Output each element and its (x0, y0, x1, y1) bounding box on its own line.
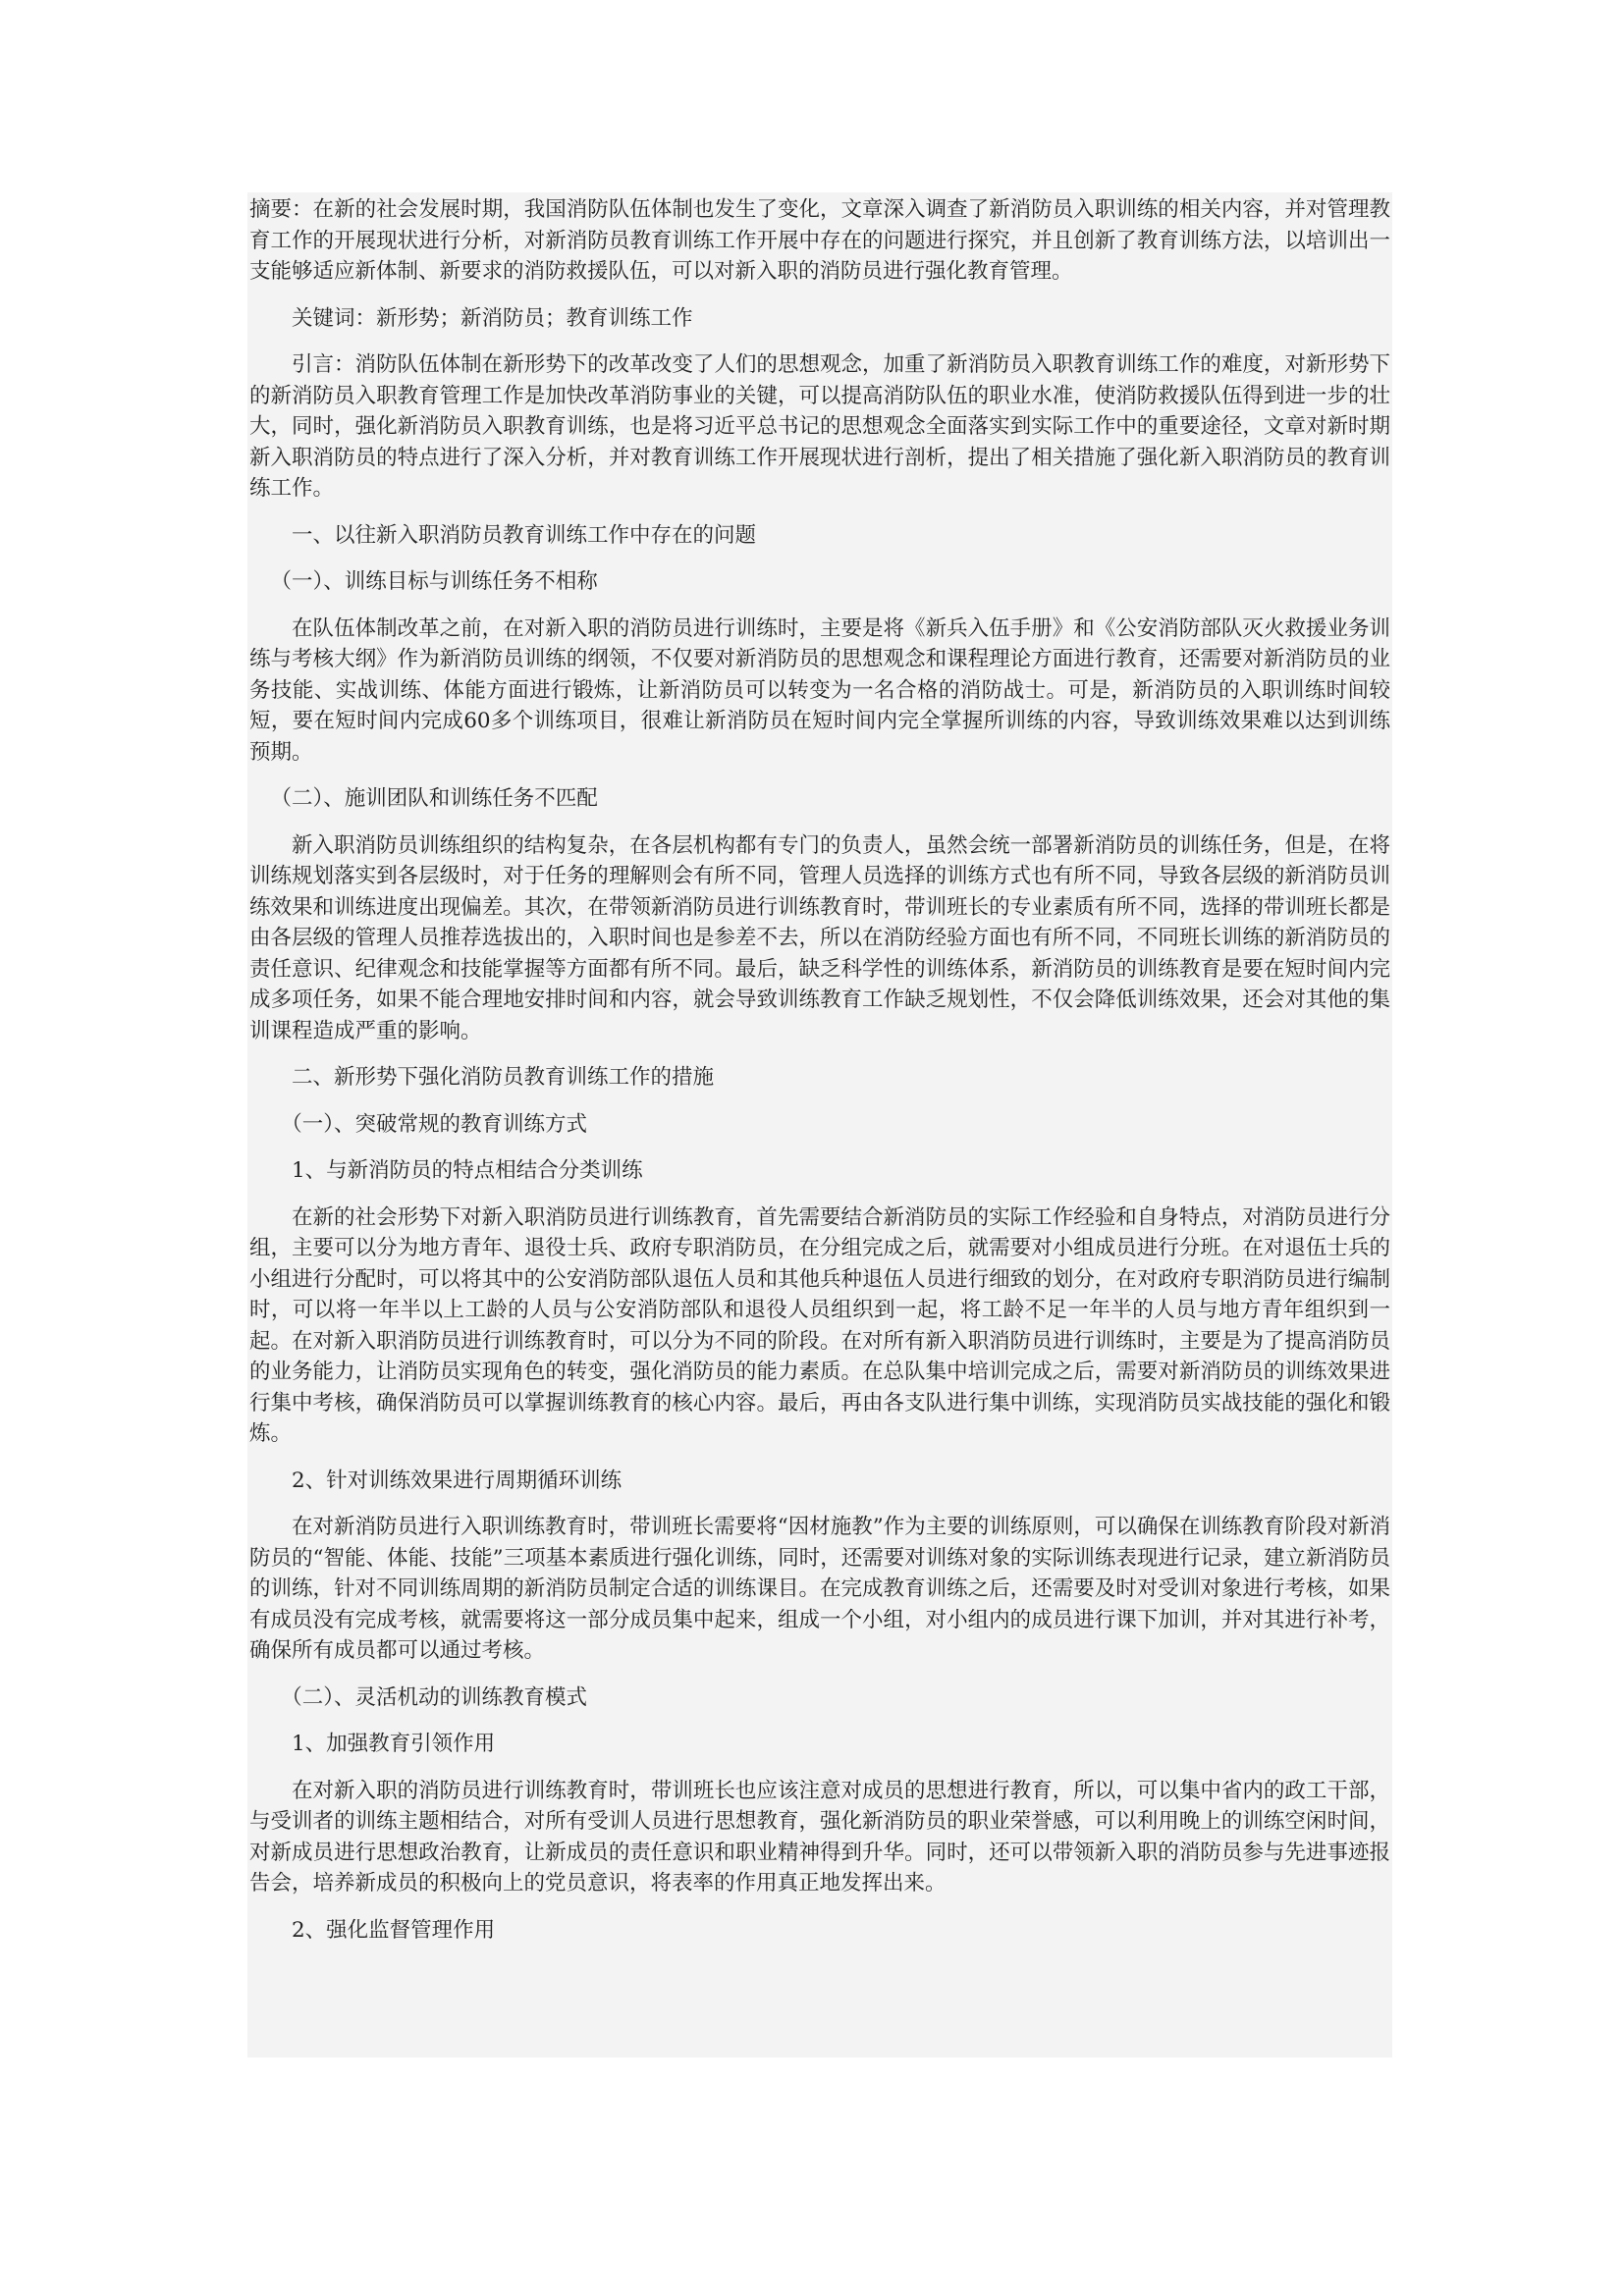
section-1-1-body: 在队伍体制改革之前，在对新入职的消防员进行训练时，主要是将《新兵入伍手册》和《公安消防部队灭火救援业务训练与考核大纲》作为新消防员训练的纲领，不仅要对新消防员的思想观念和课程理论方面进行教育，还需要对新消防员的业务技能、实战训练、体能方面进行锻炼，让新消防员可以转变为一名合格的消防战士。可是，新消防员的入职训练时间较短，要在短时间内完成60多个训练项目，很难让新消防员在短时间内完全掌握所训练的内容，导致训练效果难以达到训练预期。 (249, 615, 1390, 765)
section-2-2-heading: （二）、灵活机动的训练教育模式 (281, 1684, 588, 1710)
section-2-heading: 二、新形势下强化消防员教育训练工作的措施 (292, 1065, 715, 1090)
section-2-1-heading: （一）、突破常规的教育训练方式 (281, 1111, 588, 1137)
section-2-1-1-body: 在新的社会形势下对新入职消防员进行训练教育，首先需要结合新消防员的实际工作经验和自身特点，对消防员进行分组，主要可以分为地方青年、退役士兵、政府专职消防员，在分组完成之后，就需要对小组成员进行分班。在对退伍士兵的小组进行分配时，可以将其中的公安消防部队退伍人员和其他兵种退伍人员进行细致的划分，在对政府专职消防员进行编制时，可以将一年半以上工龄的人员与公安消防部队和退役人员组织到一起，将工龄不足一年半的人员与地方青年组织到一起。在对新入职消防员进行训练教育时，可以分为不同的阶段。在对所有新入职消防员进行训练时，主要是为了提高消防员的业务能力，让消防员实现角色的转变，强化消防员的能力素质。在总队集中培训完成之后，需要对新消防员的训练效果进行集中考核，确保消防员可以掌握训练教育的核心内容。最后，再由各支队进行集中训练，实现消防员实战技能的强化和锻炼。 (249, 1204, 1390, 1446)
section-1-heading: 一、以往新入职消防员教育训练工作中存在的问题 (292, 522, 757, 548)
section-2-2-2-heading: 2、强化监督管理作用 (292, 1917, 496, 1943)
section-2-1-2-heading: 2、针对训练效果进行周期循环训练 (292, 1468, 623, 1493)
document-body (247, 192, 1392, 2057)
section-2-1-1-heading: 1、与新消防员的特点相结合分类训练 (292, 1158, 643, 1183)
section-2-2-1-heading: 1、加强教育引领作用 (292, 1732, 496, 1756)
introduction-paragraph: 引言：消防队伍体制在新形势下的改革改变了人们的思想观念，加重了新消防员入职教育训练工作的难度，对新形势下的新消防员入职教育管理工作是加快改革消防事业的关键，可以提高消防队伍的职业水准，使消防救援队伍得到进一步的壮大，同时，强化新消防员入职教育训练，也是将习近平总书记的思想观念全面落实到实际工作中的重要途径，文章对新时期新入职消防员的特点进行了深入分析，并对教育训练工作开展现状进行剖析，提出了相关措施了强化新入职消防员的教育训练工作。 (249, 352, 1390, 501)
section-2-2-1-body: 在对新入职的消防员进行训练教育时，带训班长也应该注意对成员的思想进行教育，所以，可以集中省内的政工干部，与受训者的训练主题相结合，对所有受训人员进行思想教育，强化新消防员的职业荣誉感，可以利用晚上的训练空闲时间，对新成员进行思想政治教育，让新成员的责任意识和职业精神得到升华。同时，还可以带领新入职的消防员参与先进事迹报告会，培养新成员的积极向上的党员意识，将表率的作用真正地发挥出来。 (249, 1778, 1390, 1896)
section-1-1-heading: （一）、训练目标与训练任务不相称 (270, 569, 598, 594)
abstract-paragraph: 摘要：在新的社会发展时期，我国消防队伍体制也发生了变化，文章深入调查了新消防员入职训练的相关内容，并对管理教育工作的开展现状进行分析，对新消防员教育训练工作开展中存在的问题进行探究，并且创新了教育训练方法，以培训出一支能够适应新体制、新要求的消防救援队伍，可以对新入职的消防员进行强化教育管理。 (249, 197, 1390, 284)
section-1-2-body: 新入职消防员训练组织的结构复杂，在各层机构都有专门的负责人，虽然会统一部署新消防员的训练任务，但是，在将训练规划落实到各层级时，对于任务的理解则会有所不同，管理人员选择的训练方式也有所不同，导致各层级的新消防员训练效果和训练进度出现偏差。其次，在带领新消防员进行训练教育时，带训班长的专业素质有所不同，选择的带训班长都是由各层级的管理人员推荐选拔出的，入职时间也是参差不去，所以在消防经验方面也有所不同，不同班长训练的新消防员的责任意识、纪律观念和技能掌握等方面都有所不同。最后，缺乏科学性的训练体系，新消防员的训练教育是要在短时间内完成多项任务，如果不能合理地安排时间和内容，就会导致训练教育工作缺乏规划性，不仅会降低训练效果，还会对其他的集训课程造成严重的影响。 (249, 832, 1390, 1043)
section-1-2-heading: （二）、施训团队和训练任务不匹配 (270, 786, 598, 811)
section-2-1-2-body: 在对新消防员进行入职训练教育时，带训班长需要将“因材施教”作为主要的训练原则，可以确保在训练教育阶段对新消防员的“智能、体能、技能”三项基本素质进行强化训练，同时，还需要对训练对象的实际训练表现进行记录，建立新消防员的训练，针对不同训练周期的新消防员制定合适的训练课目。在完成教育训练之后，还需要及时对受训对象进行考核，如果有成员没有完成考核，就需要将这一部分成员集中起来，组成一个小组，对小组内的成员进行课下加训，并对其进行补考，确保所有成员都可以通过考核。 (249, 1515, 1390, 1663)
keywords-paragraph: 关键词：新形势；新消防员；教育训练工作 (292, 305, 693, 331)
